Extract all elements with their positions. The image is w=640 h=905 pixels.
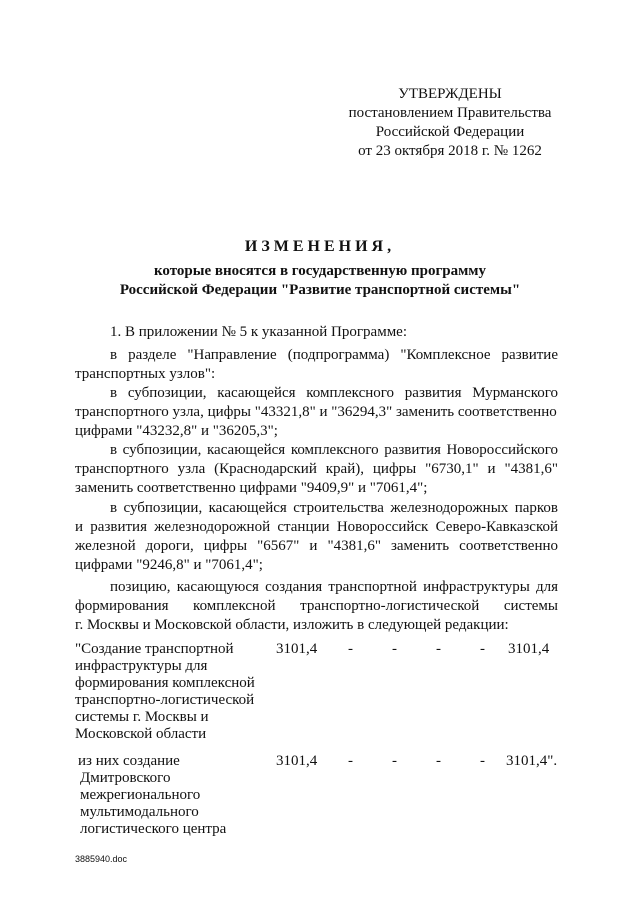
paragraph-3-line-2: транспортного узла, цифры "43321,8" и "36294,3" заменить соответственно — [75, 404, 557, 420]
paragraph-4-line-1: в субпозиции, касающейся комплексного развития Новороссийского — [110, 442, 558, 458]
approval-line-1: постановлением Правительства — [348, 105, 552, 121]
table-row-2-dash-2: - — [392, 753, 397, 769]
approval-line-2: Российской Федерации — [375, 124, 525, 140]
table-row-1-total: 3101,4 — [276, 641, 318, 657]
paragraph-2-line-1: в разделе "Направление (подпрограмма) "Комплексное развитие — [110, 347, 558, 363]
table-row-1-dash-4: - — [480, 641, 485, 657]
paragraph-5-line-2: и развития железнодорожной станции Новороссийск Северо-Кавказской — [75, 519, 558, 535]
approval-heading: УТВЕРЖДЕНЫ — [398, 86, 502, 102]
paragraph-5-line-3: железной дороги, цифры "6567" и "4381,6" заменить соответственно — [75, 538, 558, 554]
table-row-2-dash-4: - — [480, 753, 485, 769]
table-row-2-dash-3: - — [436, 753, 441, 769]
table-row-1-value: 3101,4 — [508, 641, 550, 657]
paragraph-3-line-3: цифрами "43232,8" и "36205,3"; — [75, 423, 278, 439]
table-row-2-dash-1: - — [348, 753, 353, 769]
paragraph-1: 1. В приложении № 5 к указанной Программе: — [110, 324, 408, 340]
subtitle-line-2: Российской Федерации "Развитие транспортной системы" — [119, 282, 521, 298]
paragraph-2-line-2: транспортных узлов": — [75, 366, 216, 382]
paragraph-5-line-1: в субпозиции, касающейся строительства железнодорожных парков — [110, 500, 558, 516]
table-row-1-name: "Создание транспортной инфраструктуры для формирования комплексной транспортно-логистической системы г. Москвы и Московской области — [75, 641, 255, 742]
document-subtitle — [60, 262, 580, 300]
table-row-2-value: 3101,4". — [506, 753, 558, 769]
paragraph-6-line-3: г. Москвы и Московской области, изложить в следующей редакции: — [75, 617, 509, 633]
approval-block — [340, 85, 560, 161]
document-filename: 3885940.doc — [75, 854, 128, 864]
table-row-1-dash-2: - — [392, 641, 397, 657]
paragraph-5-line-4: цифрами "9246,8" и "7061,4"; — [75, 557, 263, 573]
document-title: ИЗМЕНЕНИЯ, — [244, 238, 396, 255]
table-row-1-dash-1: - — [348, 641, 353, 657]
paragraph-3-line-1: в субпозиции, касающейся комплексного развития Мурманского — [110, 385, 558, 401]
table-row-1-dash-3: - — [436, 641, 441, 657]
subtitle-line-1: которые вносятся в государственную программу — [153, 263, 487, 279]
paragraph-4-line-3: заменить соответственно цифрами "9409,9" и "7061,4"; — [75, 480, 428, 496]
table-row-2-total: 3101,4 — [276, 753, 318, 769]
paragraph-4-line-2: транспортного узла (Краснодарский край), цифры "6730,1" и "4381,6" — [75, 461, 558, 477]
paragraph-6-line-2: формирования комплексной транспортно-логистической системы — [75, 598, 558, 614]
approval-line-3: от 23 октября 2018 г. № 1262 — [358, 143, 542, 159]
table-row-2-name: из них создание Дмитровского межрегионального мультимодального логистического центра — [78, 753, 227, 837]
paragraph-6-line-1: позицию, касающуюся создания транспортной инфраструктуры для — [110, 579, 558, 595]
